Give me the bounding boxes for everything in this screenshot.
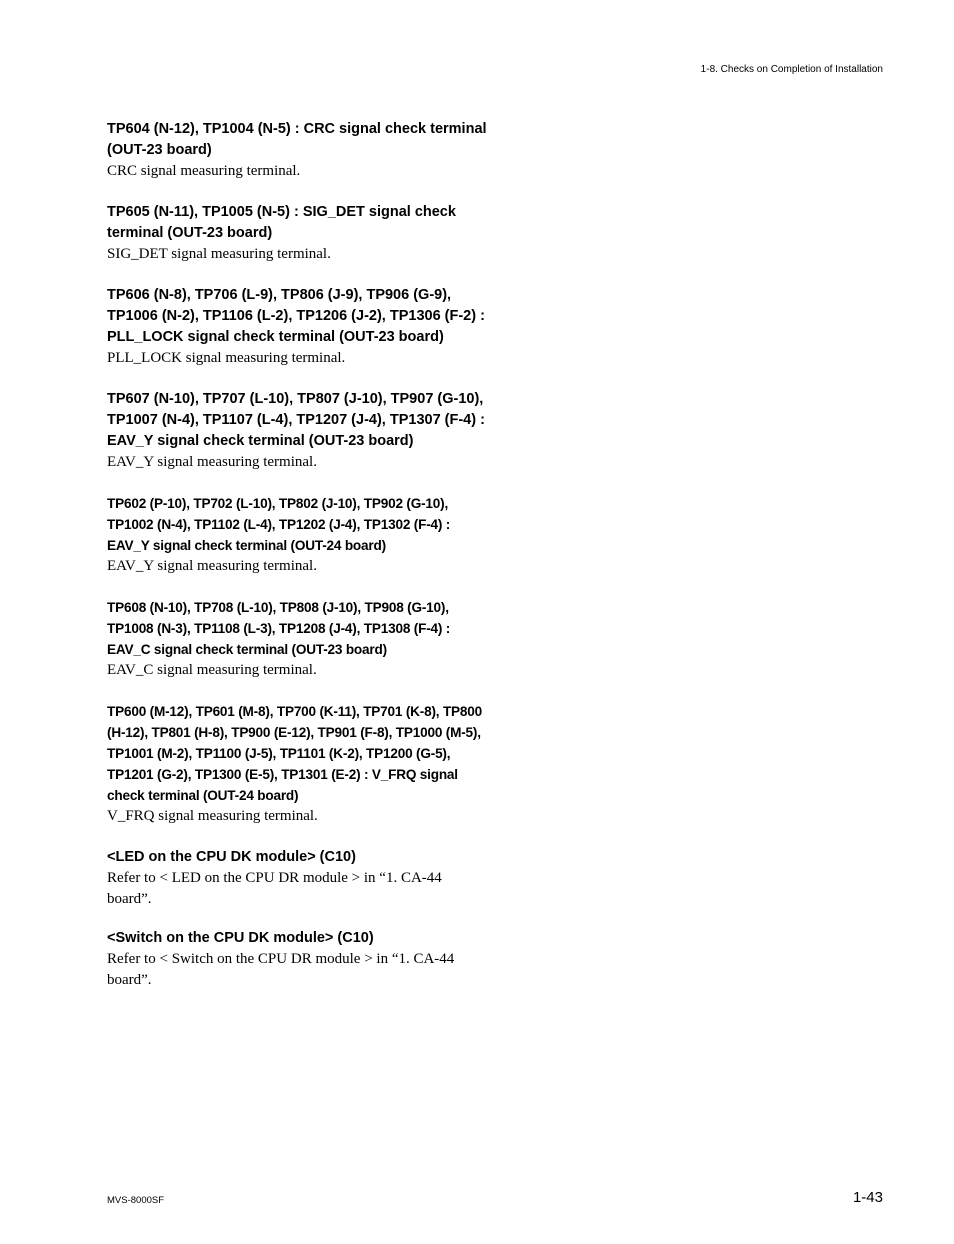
- section-text: PLL_LOCK signal measuring terminal.: [107, 350, 346, 366]
- section-heading: TP607 (N-10), TP707 (L-10), TP807 (J-10), TP907 (G-10), TP1007 (N-4), TP1107 (L-4), TP1207 (J-4), TP1307 (F-4) : EAV_Y signal check terminal (OUT-23 board): [107, 391, 485, 449]
- section-heading: TP606 (N-8), TP706 (L-9), TP806 (J-9), TP906 (G-9), TP1006 (N-2), TP1106 (L-2), TP1206 (J-2), TP1306 (F-2) : PLL_LOCK signal check terminal (OUT-23 board): [107, 287, 485, 345]
- section-text: Refer to < Switch on the CPU DR module > in “1. CA-44 board”.: [107, 951, 455, 988]
- section-crc: [107, 119, 487, 182]
- section-heading: TP600 (M-12), TP601 (M-8), TP700 (K-11), TP701 (K-8), TP800 (H-12), TP801 (H-8), TP900 (E-12), TP901 (F-8), TP1000 (M-5), TP1001 (M-2), TP1100 (J-5), TP1101 (K-2), TP1200 (G-5), TP1201 (G-2), TP1300 (E-5), TP1301 (E-2) : V_FRQ signal check terminal (OUT-24 board): [107, 704, 482, 803]
- section-text: EAV_C signal measuring terminal.: [107, 662, 317, 678]
- section-heading: TP605 (N-11), TP1005 (N-5) : SIG_DET signal check terminal (OUT-23 board): [107, 204, 456, 241]
- section-text: EAV_Y signal measuring terminal.: [107, 558, 317, 574]
- section-heading: TP602 (P-10), TP702 (L-10), TP802 (J-10), TP902 (G-10), TP1002 (N-4), TP1102 (L-4), TP1202 (J-4), TP1302 (F-4) : EAV_Y signal check terminal (OUT-24 board): [107, 496, 451, 553]
- section-heading: <LED on the CPU DK module> (C10): [107, 849, 356, 865]
- section-heading: TP604 (N-12), TP1004 (N-5) : CRC signal check terminal (OUT-23 board): [107, 121, 487, 158]
- document-body: [107, 119, 487, 1009]
- section-text: Refer to < LED on the CPU DR module > in “1. CA-44 board”.: [107, 870, 442, 907]
- model-number: MVS-8000SF: [107, 1195, 165, 1206]
- section-heading: <Switch on the CPU DK module> (C10): [107, 930, 374, 946]
- section-v-frq: [107, 701, 487, 827]
- section-led-cpu-dk: [107, 847, 487, 910]
- section-eav-c: [107, 597, 487, 681]
- section-text: SIG_DET signal measuring terminal.: [107, 246, 331, 262]
- section-eav-y-out24: [107, 493, 487, 577]
- section-sig-det: [107, 202, 487, 265]
- running-header: 1-8. Checks on Completion of Installation: [700, 64, 883, 75]
- section-pll-lock: [107, 285, 487, 369]
- section-text: CRC signal measuring terminal.: [107, 163, 301, 179]
- page-number: 1-43: [852, 1189, 883, 1206]
- section-text: EAV_Y signal measuring terminal.: [107, 454, 317, 470]
- section-switch-cpu-dk: [107, 928, 487, 991]
- section-text: V_FRQ signal measuring terminal.: [107, 808, 318, 824]
- section-eav-y-out23: [107, 389, 487, 473]
- section-heading: TP608 (N-10), TP708 (L-10), TP808 (J-10), TP908 (G-10), TP1008 (N-3), TP1108 (L-3), TP1208 (J-4), TP1308 (F-4) : EAV_C signal check terminal (OUT-23 board): [107, 600, 451, 657]
